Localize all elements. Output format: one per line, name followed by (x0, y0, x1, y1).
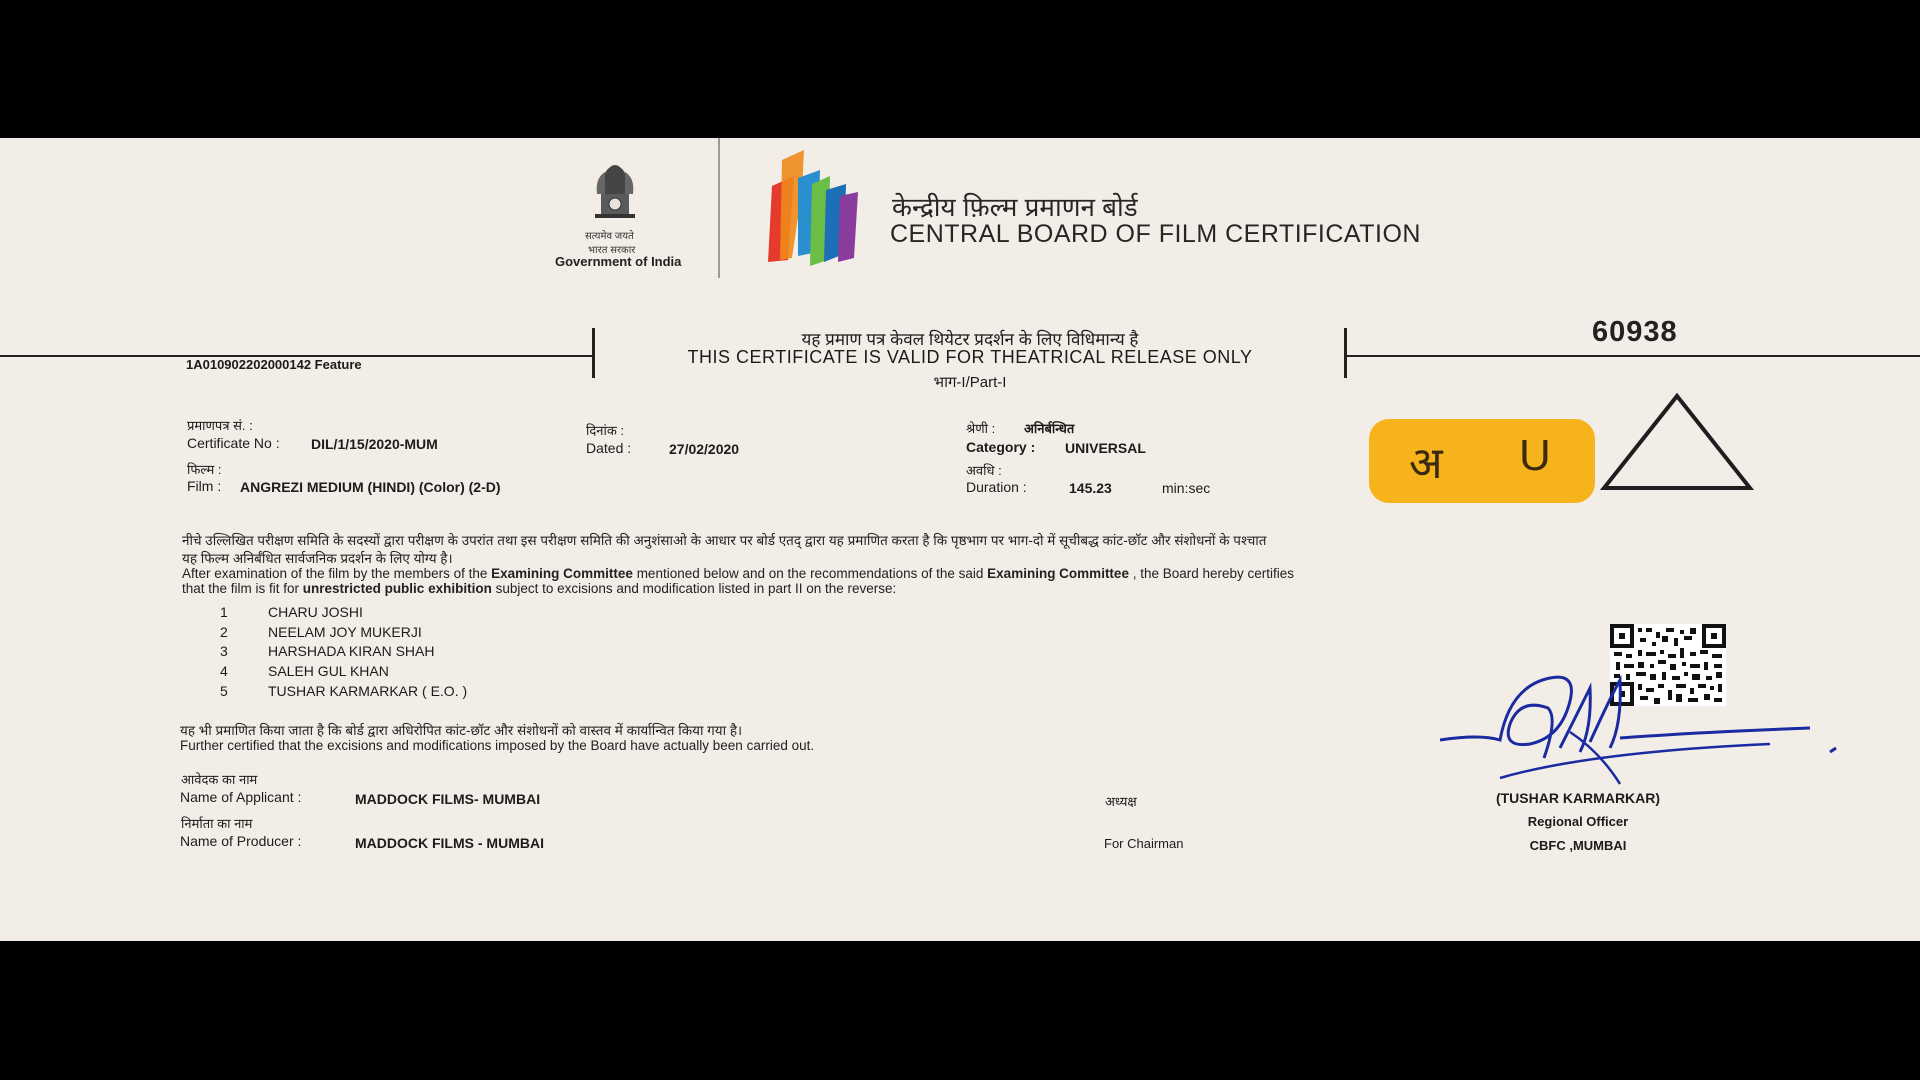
further-certified-hindi: यह भी प्रमाणित किया जाता है कि बोर्ड द्वारा अधिरोपित कांट-छॉट और संशोधनों को वास्तव में कार्यान्वित किया गया है। (180, 723, 743, 738)
validity-rule-right (1345, 355, 1920, 357)
certification-english-line2: that the film is fit for unrestricted public exhibition subject to excisions and modification listed in part II on the reverse: (182, 581, 897, 596)
board-title-hindi: केन्द्रीय फ़िल्म प्रमाणन बोर्ड (892, 192, 1138, 222)
header-divider (718, 138, 720, 278)
film-label: Film : (187, 478, 222, 494)
certification-english-line1: After examination of the film by the members of the Examining Committee mentioned below and on the recommendations of the said Examining Committee , the Board hereby certifies (182, 566, 1295, 581)
member-name: HARSHADA KIRAN SHAH (268, 643, 435, 659)
validity-english: THIS CERTIFICATE IS VALID FOR THEATRICAL RELEASE ONLY (687, 347, 1253, 367)
producer-label: Name of Producer : (180, 833, 302, 849)
emblem-subtext: भारत सरकार (588, 245, 636, 256)
validity-bar-right (1344, 328, 1347, 378)
triangle-icon (1600, 392, 1754, 492)
officer-name: (TUSHAR KARMARKAR) (1495, 790, 1661, 806)
rating-badge (1369, 419, 1595, 503)
officer-office: CBFC ,MUMBAI (1529, 838, 1627, 853)
serial-number: 60938 (1592, 316, 1678, 348)
duration-hindi: अवधि : (966, 463, 1002, 478)
officer-title: Regional Officer (1527, 814, 1629, 829)
validity-hindi: यह प्रमाण पत्र केवल थियेटर प्रदर्शन के लिए विधिमान्य है (801, 330, 1139, 349)
member-name: CHARU JOSHI (268, 604, 363, 620)
film-value: ANGREZI MEDIUM (HINDI) (Color) (2-D) (240, 479, 501, 495)
cert-no-value: DIL/1/15/2020-MUM (311, 436, 438, 452)
duration-label: Duration : (966, 479, 1027, 495)
producer-hindi: निर्माता का नाम (181, 816, 253, 831)
film-hindi: फिल्म : (187, 462, 222, 477)
applicant-hindi: आवेदक का नाम (181, 772, 258, 787)
reference-code: 1A010902202000142 Feature (186, 357, 362, 372)
member-name: TUSHAR KARMARKAR ( E.O. ) (268, 683, 468, 699)
cert-no-label: Certificate No : (187, 435, 280, 451)
applicant-label: Name of Applicant : (180, 789, 302, 805)
part-label: भाग-I/Part-I (933, 374, 1007, 391)
member-number: 2 (220, 624, 228, 640)
producer-value: MADDOCK FILMS - MUMBAI (355, 835, 544, 851)
date-hindi: दिनांक : (586, 423, 625, 438)
certification-hindi-line1: नीचे उल्लिखित परीक्षण समिति के सदस्यों द्वारा परीक्षण के उपरांत तथा इस परीक्षण समिति की अनुशंसाओ के आधार पर बोर्ड एतद् द्वारा यह प्रमाणित करता है कि पृष्ठभाग पर भाग-दो में सूचीबद्ध कांट-छॉट और संशोधनों के पश्चात (182, 533, 1267, 548)
applicant-value: MADDOCK FILMS- MUMBAI (355, 791, 541, 807)
category-hindi-value: अनिर्बन्धित (1024, 421, 1075, 436)
further-certified-english: Further certified that the excisions and modifications imposed by the Board have actually been carried out. (180, 738, 815, 753)
ashoka-emblem-icon (575, 154, 655, 220)
member-number: 3 (220, 643, 228, 659)
validity-bar-left (592, 328, 595, 378)
duration-value: 145.23 (1069, 480, 1112, 496)
member-number: 4 (220, 663, 228, 679)
category-hindi: श्रेणी : (966, 421, 996, 436)
certification-hindi-line2: यह फिल्म अनिर्बंधित सार्वजनिक प्रदर्शन के लिए योग्य है। (182, 551, 453, 566)
board-title-english: CENTRAL BOARD OF FILM CERTIFICATION (890, 220, 1421, 248)
chairman-hindi: अध्यक्ष (1105, 794, 1137, 809)
member-name: SALEH GUL KHAN (268, 663, 389, 679)
emblem-motto: सत्यमेव जयते (585, 231, 634, 242)
cert-no-hindi: प्रमाणपत्र सं. : (187, 418, 253, 433)
certificate-document (0, 138, 1920, 941)
rating-english: U (1519, 431, 1551, 480)
category-value: UNIVERSAL (1065, 440, 1146, 456)
rating-hindi: अ (1409, 439, 1443, 488)
member-name: NEELAM JOY MUKERJI (268, 624, 422, 640)
signature-icon (1440, 668, 1840, 798)
member-number: 5 (220, 683, 228, 699)
government-label: Government of India (555, 254, 682, 269)
date-label: Dated : (586, 440, 632, 456)
date-value: 27/02/2020 (669, 441, 740, 457)
category-label: Category : (966, 439, 1036, 455)
member-number: 1 (220, 604, 228, 620)
duration-unit: min:sec (1162, 480, 1211, 496)
for-chairman-label: For Chairman (1104, 836, 1184, 851)
cbfc-logo-icon (768, 150, 878, 270)
